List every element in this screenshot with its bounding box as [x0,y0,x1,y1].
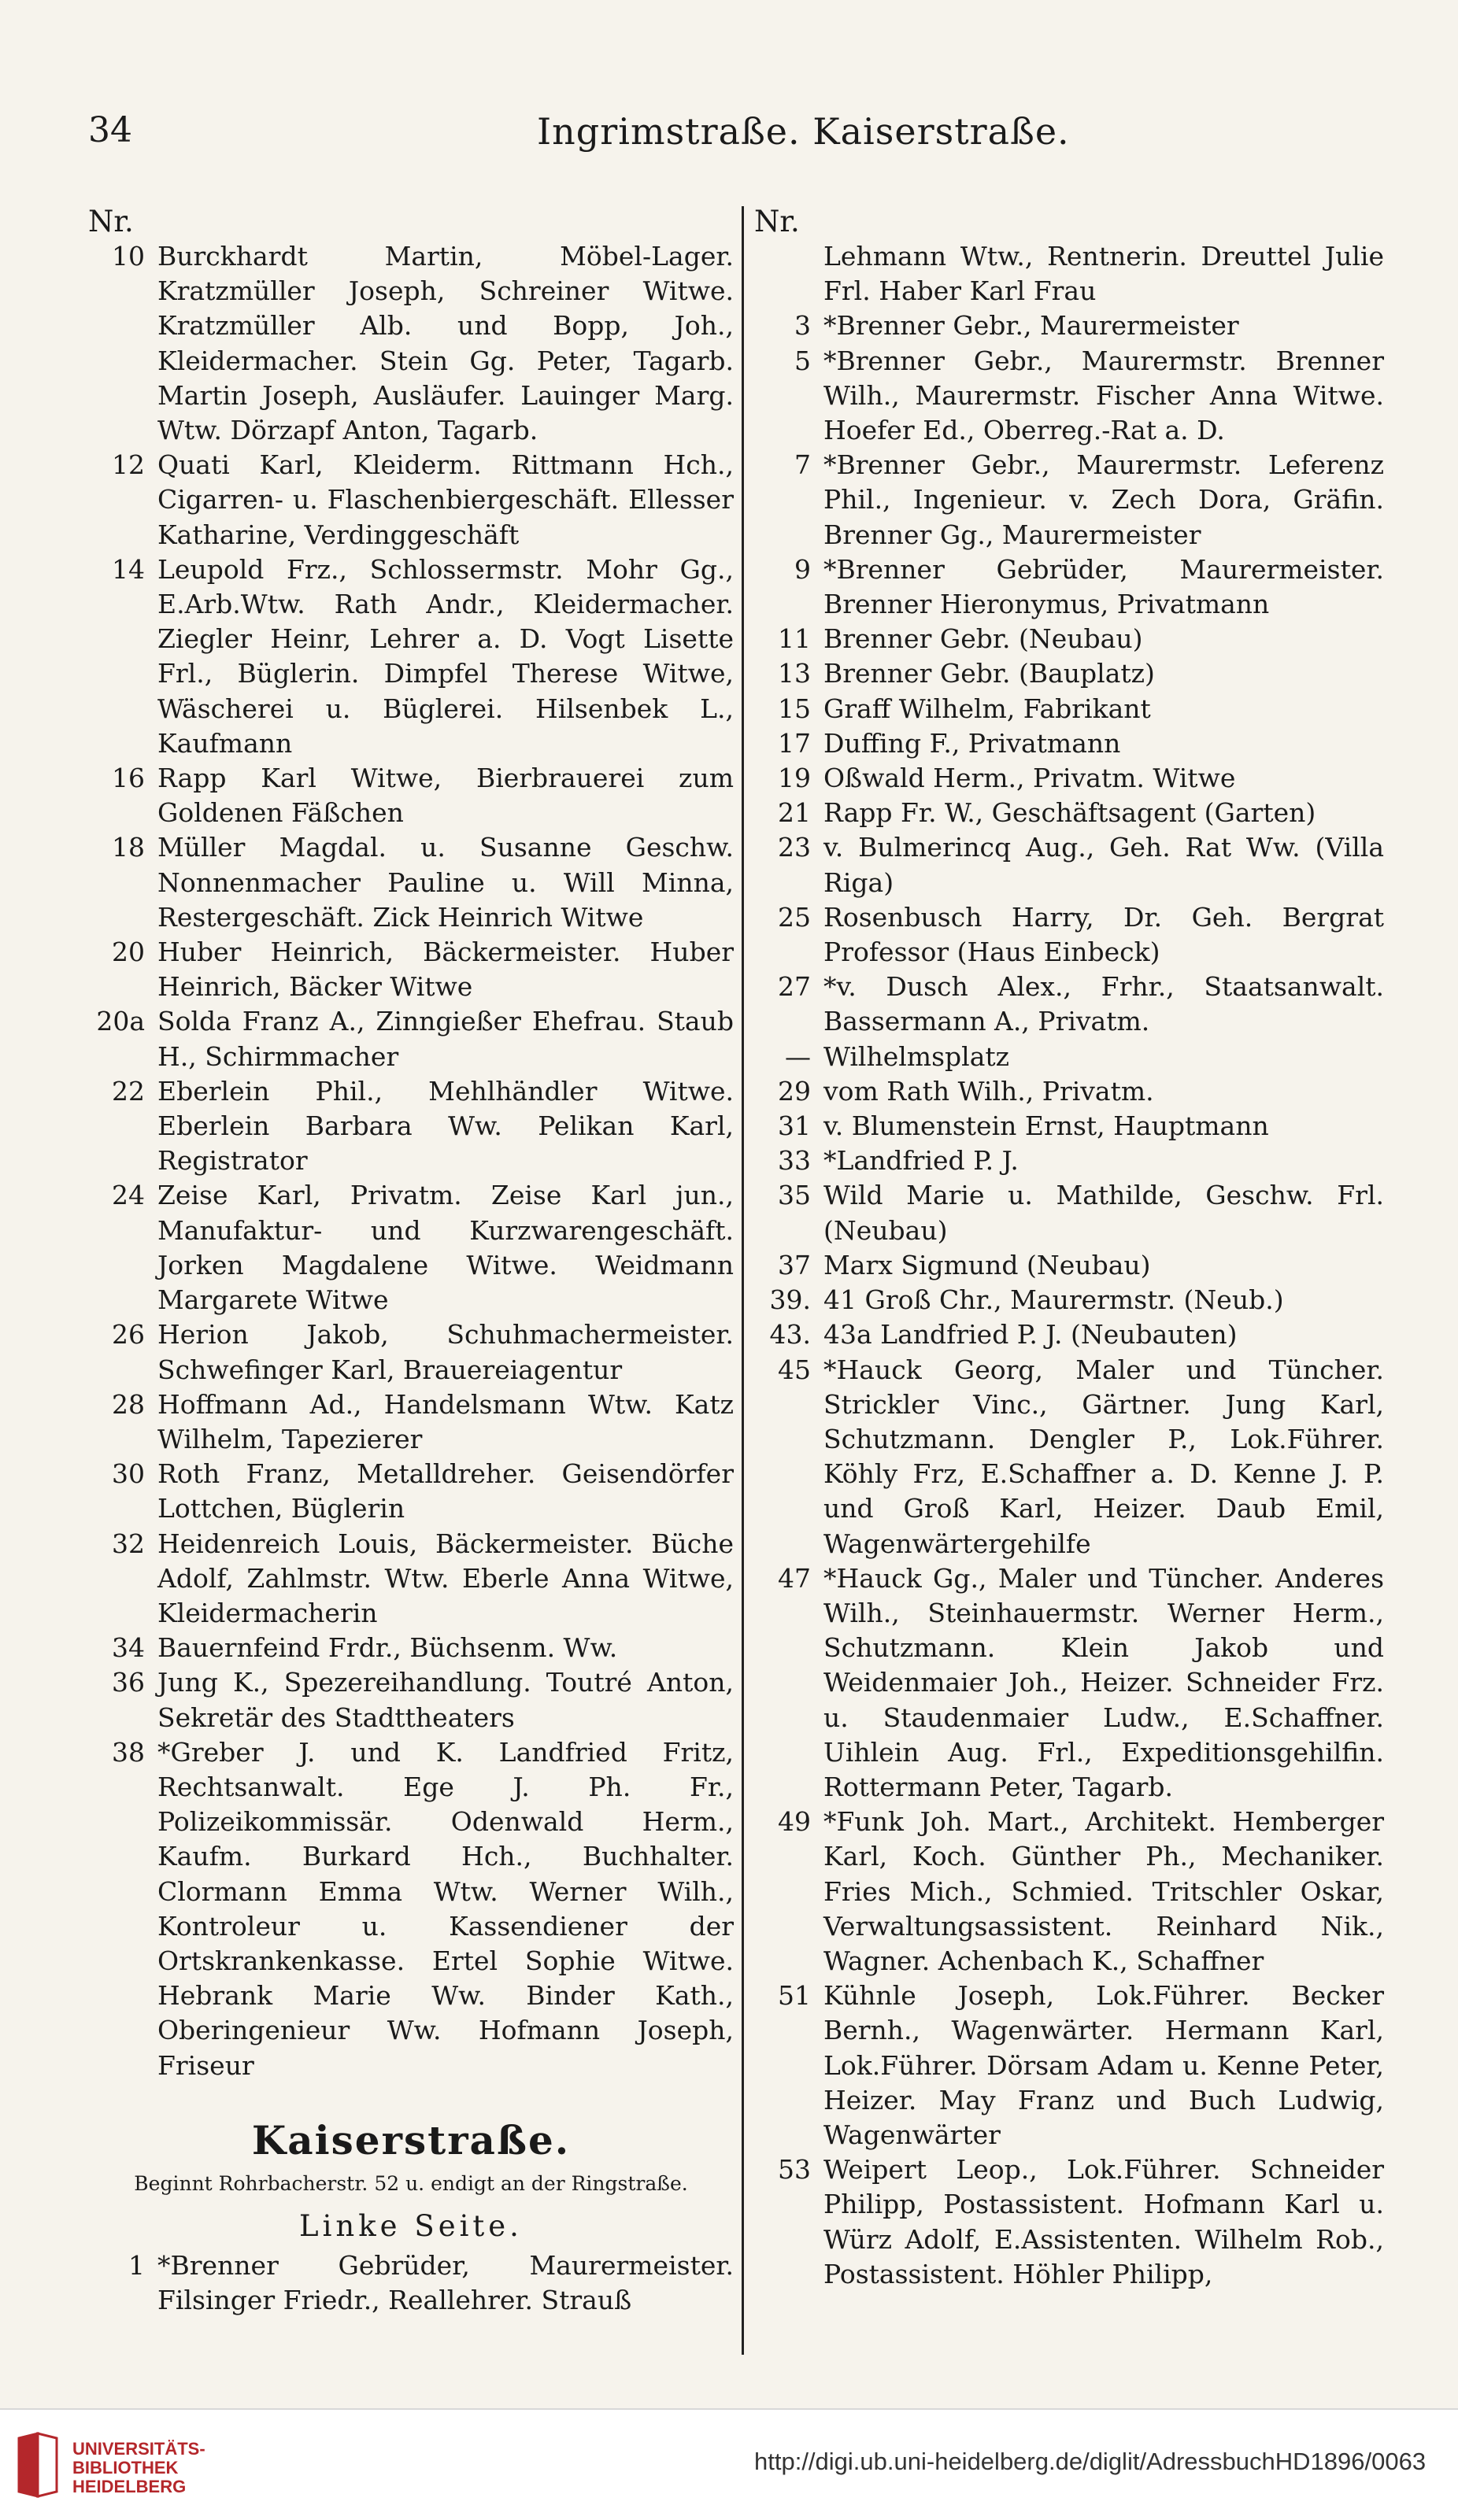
address-entry [754,1561,1384,1805]
house-number: 23 [778,832,811,863]
address-entry [88,448,734,552]
house-number: 28 [112,1388,145,1420]
address-entry [754,309,1384,343]
street-side-label: Linke Seite. [299,2208,523,2243]
address-entry [88,2248,734,2318]
library-name-line: UNIVERSITÄTS- [72,2439,205,2459]
address-entry [754,1353,1384,1561]
resident-text: Solda Franz A., Zinngießer Ehefrau. Staub H., Schirmmacher [157,1006,734,1072]
address-entry [754,1283,1384,1317]
source-link[interactable]: http://digi.ub.uni-heidelberg.de/diglit/AdressbuchHD1896/0063 [754,2448,1427,2475]
house-number: 11 [778,623,811,655]
logo-shape [19,2433,38,2496]
address-entry [88,239,734,448]
house-number: 37 [778,1249,811,1280]
address-entry [754,692,1384,726]
address-entry [754,1144,1384,1178]
resident-text: Zeise Karl, Privatm. Zeise Karl jun., Manufaktur- und Kurzwarengeschäft. Jorken Magdalene Witwe. Weidmann Margarete Witwe [157,1180,734,1316]
address-entry [754,1178,1384,1247]
right-column [754,205,1384,2292]
house-number: 32 [112,1528,145,1559]
resident-text: Duffing F., Privatmann [823,727,1121,759]
resident-text: Kühnle Joseph, Lok.Führer. Becker Bernh., Wagenwärter. Hermann Karl, Lok.Führer. Dörsam Adam u. Kenne Peter, Heizer. May Franz und Buch Ludwig, Wagenwärter [823,1980,1384,2150]
library-name [72,2440,205,2496]
resident-text: Eberlein Phil., Mehlhändler Witwe. Eberlein Barbara Ww. Pelikan Karl, Registrator [157,1075,734,1177]
nr-label: Nr. [88,205,134,238]
house-number: 22 [112,1075,145,1107]
house-number: 1 [128,2249,145,2281]
resident-text: Marx Sigmund (Neubau) [823,1249,1151,1280]
resident-text: Wild Marie u. Mathilde, Geschw. Frl. (Neubau) [823,1180,1384,1246]
resident-text: Rapp Karl Witwe, Bierbrauerei zum Goldenen Fäßchen [157,763,734,829]
address-entry [754,622,1384,656]
house-number: 24 [112,1180,145,1211]
house-number: 49 [778,1806,811,1838]
street-title: Kaiserstraße. [251,2116,571,2163]
house-number: 53 [778,2154,811,2186]
resident-text: *Brenner Gebr., Maurermeister [823,310,1239,342]
resident-text: Müller Magdal. u. Susanne Geschw. Nonnenmacher Pauline u. Will Minna, Restergeschäft. Zick Heinrich Witwe [157,832,734,933]
resident-text: 43a Landfried P. J. (Neubauten) [823,1319,1238,1351]
house-number: 20 [112,937,145,968]
address-entry [754,830,1384,900]
address-entry [754,448,1384,552]
address-entry [754,796,1384,830]
address-entry [88,1317,734,1387]
left-entry-list [88,239,734,2083]
address-entry [754,1805,1384,1979]
resident-text: Jung K., Spezereihandlung. Toutré Anton, Sekretär des Stadttheaters [157,1667,734,1733]
address-entry [754,900,1384,970]
resident-text: *Funk Joh. Mart., Architekt. Hemberger Karl, Koch. Günther Ph., Mechaniker. Fries Mich., Schmied. Tritschler Oskar, Verwaltungsassistent. Reinhard Nik., Wagner. Achenbach K., Schaffner [823,1806,1384,1976]
house-number: 38 [112,1736,145,1768]
resident-text: Roth Franz, Metalldreher. Geisendörfer Lottchen, Büglerin [157,1458,734,1524]
house-number: 9 [794,553,811,585]
house-number: 3 [794,310,811,342]
street-route-note: Beginnt Rohrbacherstr. 52 u. endigt an der Ringstraße. [134,2171,688,2195]
resident-text: Wilhelmsplatz [823,1040,1010,1072]
page-number: 34 [88,110,132,150]
address-entry [754,1979,1384,2152]
address-entry [754,1317,1384,1352]
logo-shape [38,2433,57,2496]
library-name-line: BIBLIOTHEK [72,2458,179,2478]
resident-text: *v. Dusch Alex., Frhr., Staatsanwalt. Bassermann A., Privatm. [823,971,1384,1037]
address-entry [754,726,1384,761]
house-number: 43. [769,1319,811,1351]
nr-label: Nr. [754,205,800,238]
resident-text: Brenner Gebr. (Neubau) [823,623,1143,655]
address-entry [754,970,1384,1039]
address-entry [88,935,734,1004]
house-number: 27 [778,971,811,1003]
house-number: 29 [778,1075,811,1107]
left-entry-list-after [88,2248,734,2318]
address-entry [754,1074,1384,1109]
address-entry [88,830,734,935]
house-number: 20a [96,1006,145,1037]
house-number: 26 [112,1319,145,1351]
library-logo-icon [16,2430,60,2500]
house-number: 18 [112,832,145,863]
resident-text: *Brenner Gebrüder, Maurermeister. Brenner Hieronymus, Privatmann [823,553,1384,620]
house-number: 14 [112,553,145,585]
resident-text: *Hauck Gg., Maler und Tüncher. Anderes Wilh., Steinhauermstr. Werner Herm., Schutzmann. Klein Jakob und Weidenmaier Joh., Heizer. Schneider Frz. u. Staudenmaier Ludw., E.Schaffner. Uihlein Aug. Frl., Expeditionsgehilfin. Rottermann Peter, Tagarb. [823,1562,1384,1802]
house-number: — [785,1040,811,1072]
house-number: 13 [778,658,811,689]
address-entry [88,1457,734,1526]
address-entry [88,1178,734,1317]
house-number: 7 [794,449,811,481]
resident-text: Rapp Fr. W., Geschäftsagent (Garten) [823,797,1316,829]
address-entry [88,1387,734,1457]
resident-text: Leupold Frz., Schlossermstr. Mohr Gg., E.Arb.Wtw. Rath Andr., Kleidermacher. Ziegler Heinr, Lehrer a. D. Vogt Lisette Frl., Büglerin. Dimpfel Therese Witwe, Wäscherei u. Büglerei. Hilsenbek L., Kaufmann [157,553,734,759]
column-divider [742,206,744,2355]
resident-text: *Brenner Gebrüder, Maurermeister. Filsinger Friedr., Reallehrer. Strauß [157,2249,734,2315]
house-number: 30 [112,1458,145,1490]
house-number: 17 [778,727,811,759]
resident-text: *Brenner Gebr., Maurermstr. Leferenz Phil., Ingenieur. v. Zech Dora, Gräfin. Brenner Gg., Maurermeister [823,449,1384,550]
resident-text: Lehmann Wtw., Rentnerin. Dreuttel Julie Frl. Haber Karl Frau [823,241,1384,307]
resident-text: Bauernfeind Frdr., Büchsenm. Ww. [157,1632,618,1664]
address-entry [88,552,734,761]
resident-text: Huber Heinrich, Bäckermeister. Huber Heinrich, Bäcker Witwe [157,937,734,1003]
address-entry [88,1735,734,2083]
running-title: Ingrimstraße. Kaiserstraße. [537,110,1070,153]
house-number: 5 [794,345,811,376]
house-number: 36 [112,1667,145,1698]
address-entry [754,552,1384,622]
address-entry [754,1040,1384,1074]
house-number: 35 [778,1180,811,1211]
house-number: 19 [778,763,811,794]
address-entry [754,344,1384,449]
page-header [88,110,1395,173]
address-entry [88,1631,734,1665]
resident-text: v. Bulmerincq Aug., Geh. Rat Ww. (Villa Riga) [823,832,1384,898]
right-entry-list [754,239,1384,2292]
resident-text: Weipert Leop., Lok.Führer. Schneider Philipp, Postassistent. Hofmann Karl u. Würz Adolf, E.Assistenten. Wilhelm Rob., Postassistent. Höhler Philipp, [823,2154,1384,2289]
resident-text: *Greber J. und K. Landfried Fritz, Rechtsanwalt. Ege J. Ph. Fr., Polizeikommissär. Odenwald Herm., Kaufm. Burkard Hch., Buchhalter. Clormann Emma Wtw. Werner Wilh., Kontroleur u. Kassendiener der Ortskrankenkasse. Ertel Sophie Witwe. Hebrank Marie Ww. Binder Kath., Oberingenieur Ww. Hofmann Joseph, Friseur [157,1736,734,2081]
house-number: 45 [778,1354,811,1385]
house-number: 10 [112,241,145,272]
resident-text: Quati Karl, Kleiderm. Rittmann Hch., Cigarren- u. Flaschenbiergeschäft. Ellesser Katharine, Verdinggeschäft [157,449,734,550]
address-entry [88,1074,734,1179]
resident-text: *Landfried P. J. [823,1145,1019,1177]
house-number: 39. [769,1284,811,1316]
address-entry [754,2152,1384,2292]
resident-text: Brenner Gebr. (Bauplatz) [823,658,1155,689]
footer-bar [0,2408,1458,2520]
resident-text: v. Blumenstein Ernst, Hauptmann [823,1110,1269,1142]
resident-text: vom Rath Wilh., Privatm. [823,1075,1154,1107]
resident-text: *Brenner Gebr., Maurermstr. Brenner Wilh., Maurermstr. Fischer Anna Witwe. Hoefer Ed., Oberreg.-Rat a. D. [823,345,1384,446]
address-entry [88,1527,734,1631]
address-entry [754,656,1384,691]
house-number: 31 [778,1110,811,1142]
resident-text: Oßwald Herm., Privatm. Witwe [823,763,1236,794]
resident-text: Burckhardt Martin, Möbel-Lager. Kratzmüller Joseph, Schreiner Witwe. Kratzmüller Alb. und Bopp, Joh., Kleidermacher. Stein Gg. Peter, Tagarb. Martin Joseph, Ausläufer. Lauinger Marg. Wtw. Dörzapf Anton, Tagarb. [157,241,734,446]
house-number: 33 [778,1145,811,1177]
left-column [88,205,734,2318]
house-number: 51 [778,1980,811,2012]
house-number: 47 [778,1562,811,1594]
address-entry [754,761,1384,796]
address-entry [88,1004,734,1073]
address-entry [88,1665,734,1735]
address-entry [754,1248,1384,1283]
resident-text: Heidenreich Louis, Bäckermeister. Büche Adolf, Zahlmstr. Wtw. Eberle Anna Witwe, Kleidermacherin [157,1528,734,1628]
house-number: 15 [778,693,811,724]
address-entry [88,761,734,830]
address-entry [754,239,1384,309]
house-number: 16 [112,763,145,794]
resident-text: Graff Wilhelm, Fabrikant [823,693,1151,724]
resident-text: Rosenbusch Harry, Dr. Geh. Bergrat Professor (Haus Einbeck) [823,901,1384,968]
address-entry [754,1109,1384,1144]
resident-text: *Hauck Georg, Maler und Tüncher. Strickler Vinc., Gärtner. Jung Karl, Schutzmann. Dengler P., Lok.Führer. Köhly Frz, E.Schaffner a. D. Kenne J. P. und Groß Karl, Heizer. Daub Emil, Wagenwärtergehilfe [823,1354,1384,1559]
resident-text: Herion Jakob, Schuhmachermeister. Schwefinger Karl, Brauereiagentur [157,1319,734,1385]
resident-text: 41 Groß Chr., Maurermstr. (Neub.) [823,1284,1284,1316]
street-section-header [88,2115,734,2248]
house-number: 34 [112,1632,145,1664]
house-number: 25 [778,901,811,933]
house-number: 21 [778,797,811,829]
house-number: 12 [112,449,145,481]
library-name-line: HEIDELBERG [72,2477,187,2496]
resident-text: Hoffmann Ad., Handelsmann Wtw. Katz Wilhelm, Tapezierer [157,1388,734,1454]
